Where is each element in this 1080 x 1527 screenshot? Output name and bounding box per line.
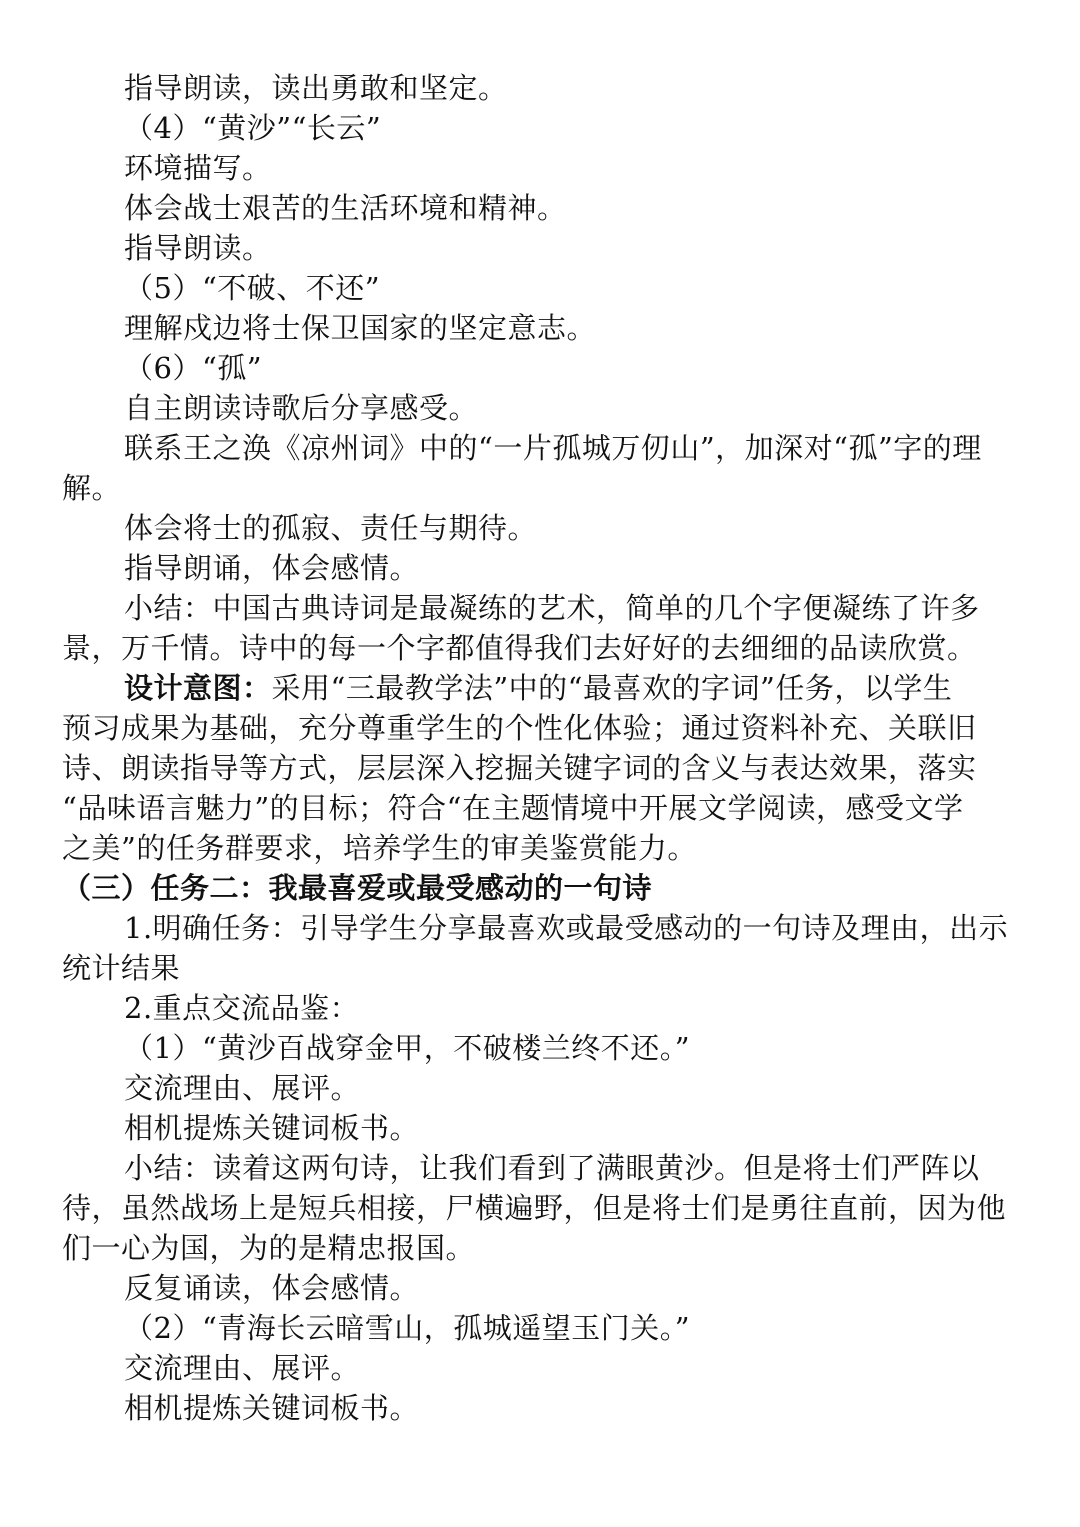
- text-line: 解。: [62, 471, 122, 505]
- text-line: 小结：中国古典诗词是最凝练的艺术，简单的几个字便凝练了许多: [124, 591, 980, 625]
- text-line: （2）“青海长云暗雪山，孤城遥望玉门关。”: [124, 1311, 691, 1345]
- text-line: 体会战士艰苦的生活环境和精神。: [124, 191, 567, 225]
- text-line: 之美”的任务群要求，培养学生的审美鉴赏能力。: [62, 831, 697, 865]
- text-line: （5）“不破、不还”: [124, 271, 381, 305]
- text-line: 交流理由、展评。: [124, 1071, 361, 1105]
- text-line: 2.重点交流品鉴：: [124, 991, 360, 1025]
- text-line: 指导朗读，读出勇敢和坚定。: [124, 71, 508, 105]
- design-intent-text: 采用“三最教学法”中的“最喜欢的字词”任务，以学生: [271, 671, 953, 705]
- text-line: 统计结果: [62, 951, 181, 985]
- text-line: 指导朗读。: [124, 231, 272, 265]
- text-line: 交流理由、展评。: [124, 1351, 361, 1385]
- section-heading: （三）任务二：我最喜爱或最受感动的一句诗: [62, 871, 653, 905]
- text-line: 1.明确任务：引导学生分享最喜欢或最受感动的一句诗及理由，出示: [124, 911, 1009, 945]
- design-intent-line: [124, 671, 953, 705]
- text-line: 待，虽然战场上是短兵相接，尸横遍野，但是将士们是勇往直前，因为他: [62, 1191, 1007, 1225]
- text-line: 理解戍边将士保卫国家的坚定意志。: [124, 311, 597, 345]
- text-line: 指导朗诵，体会感情。: [124, 551, 420, 585]
- text-line: 反复诵读，体会感情。: [124, 1271, 420, 1305]
- text-line: （6）“孤”: [124, 351, 263, 385]
- text-line: 环境描写。: [124, 151, 272, 185]
- text-line: （4）“黄沙”“长云”: [124, 111, 382, 145]
- text-line: 们一心为国，为的是精忠报国。: [62, 1231, 476, 1265]
- text-line: 相机提炼关键词板书。: [124, 1391, 420, 1425]
- text-line: 诗、朗读指导等方式，层层深入挖掘关键字词的含义与表达效果，落实: [62, 751, 977, 785]
- text-line: 自主朗读诗歌后分享感受。: [124, 391, 479, 425]
- text-line: 景，万千情。诗中的每一个字都值得我们去好好的去细细的品读欣赏。: [62, 631, 977, 665]
- text-line: 预习成果为基础，充分尊重学生的个性化体验；通过资料补充、关联旧: [62, 711, 977, 745]
- design-intent-label: 设计意图：: [124, 671, 272, 705]
- text-line: 小结：读着这两句诗，让我们看到了满眼黄沙。但是将士们严阵以: [124, 1151, 980, 1185]
- text-line: 相机提炼关键词板书。: [124, 1111, 420, 1145]
- text-line: 体会将士的孤寂、责任与期待。: [124, 511, 538, 545]
- text-line: “品味语言魅力”的目标；符合“在主题情境中开展文学阅读，感受文学: [62, 791, 964, 825]
- text-line: （1）“黄沙百战穿金甲，不破楼兰终不还。”: [124, 1031, 691, 1065]
- text-line: 联系王之涣《凉州词》中的“一片孤城万仞山”，加深对“孤”字的理: [124, 431, 982, 465]
